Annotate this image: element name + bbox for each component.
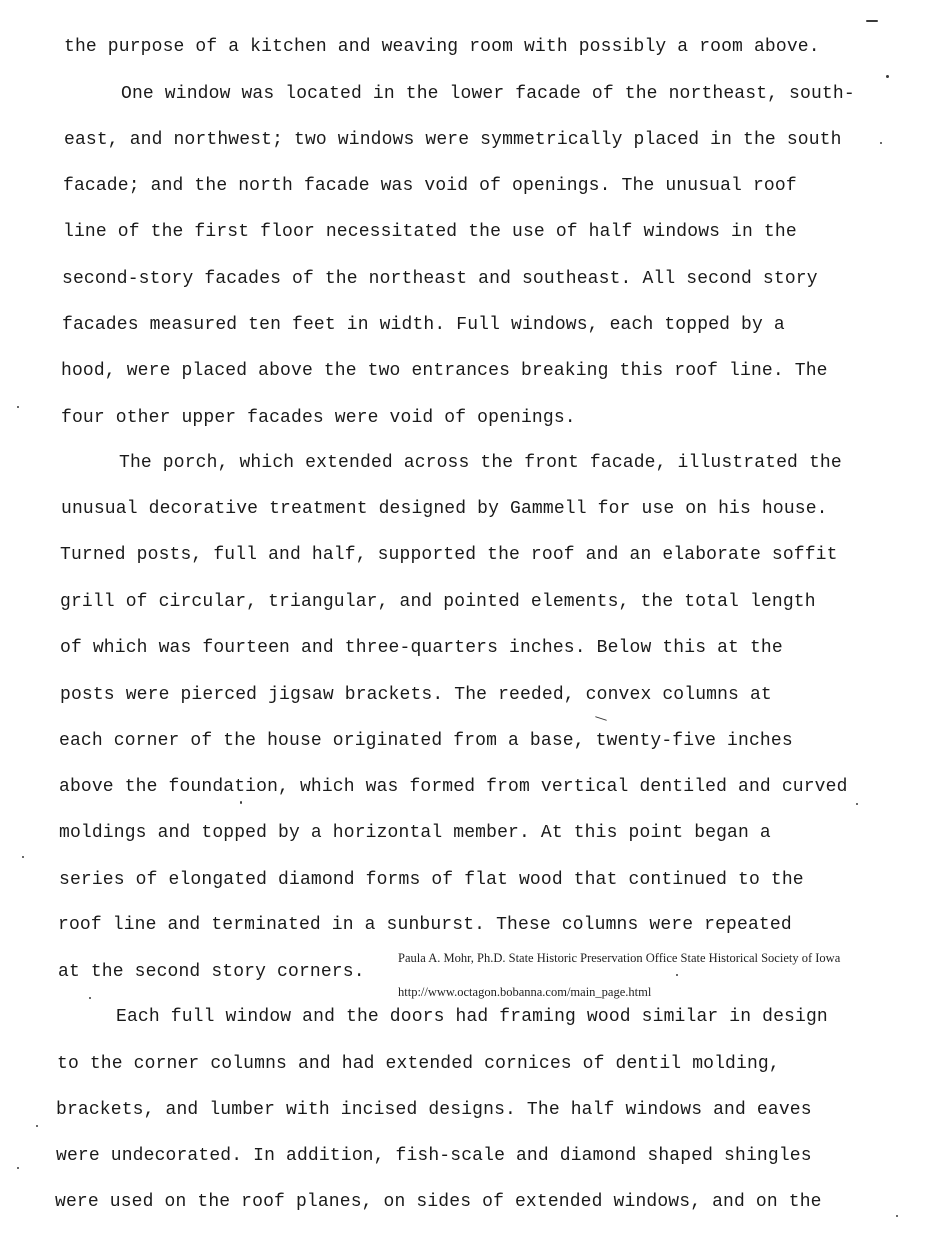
text-line: each corner of the house originated from a base, twenty-five inches [59, 731, 793, 751]
text-line: were used on the roof planes, on sides of extended windows, and on the [55, 1192, 822, 1212]
text-line: the purpose of a kitchen and weaving room with possibly a room above. [64, 37, 820, 57]
text-line: One window was located in the lower facade of the northeast, south- [121, 84, 855, 104]
text-line: were undecorated. In addition, fish-scale and diamond shaped shingles [56, 1146, 812, 1166]
text-line: facades measured ten feet in width. Full windows, each topped by a [62, 315, 785, 335]
text-line: facade; and the north facade was void of openings. The unusual roof [63, 176, 797, 196]
scan-speck [89, 997, 91, 999]
text-line: of which was fourteen and three-quarters inches. Below this at the [60, 638, 783, 658]
attribution-url[interactable]: http://www.octagon.bobanna.com/main_page.html [398, 985, 652, 999]
scan-speck [880, 142, 882, 144]
text-line: grill of circular, triangular, and pointed elements, the total length [60, 592, 816, 612]
text-line: unusual decorative treatment designed by Gammell for use on his house. [61, 499, 828, 519]
text-line: roof line and terminated in a sunburst. These columns were repeated [58, 915, 792, 935]
scan-speck [36, 1125, 38, 1127]
text-line: Each full window and the doors had framing wood similar in design [116, 1007, 828, 1027]
scan-speck [22, 856, 24, 858]
scan-speck [240, 801, 242, 804]
scan-speck [856, 803, 858, 805]
text-line: line of the first floor necessitated the use of half windows in the [63, 222, 797, 242]
scan-speck [896, 1215, 898, 1217]
scan-speck [17, 1167, 19, 1169]
text-line: Turned posts, full and half, supported the roof and an elaborate soffit [60, 545, 838, 565]
text-line: hood, were placed above the two entrances breaking this roof line. The [61, 361, 828, 381]
text-line: four other upper facades were void of openings. [61, 408, 576, 428]
text-line: brackets, and lumber with incised designs. The half windows and eaves [56, 1100, 812, 1120]
text-line: The porch, which extended across the front facade, illustrated the [119, 453, 842, 473]
scan-speck [17, 406, 19, 408]
text-line: moldings and topped by a horizontal member. At this point began a [59, 823, 771, 843]
text-line: to the corner columns and had extended cornices of dentil molding, [57, 1054, 780, 1074]
text-line: east, and northwest; two windows were symmetrically placed in the south [64, 130, 842, 150]
text-line: series of elongated diamond forms of flat wood that continued to the [59, 870, 804, 890]
text-line: at the second story corners. [58, 962, 365, 982]
text-line: posts were pierced jigsaw brackets. The reeded, convex columns at [60, 685, 772, 705]
scan-speck [866, 20, 878, 22]
scan-speck [595, 716, 607, 721]
attribution-credit: Paula A. Mohr, Ph.D. State Historic Preservation Office State Historical Society of Iowa [398, 951, 841, 965]
text-line: second-story facades of the northeast and southeast. All second story [62, 269, 818, 289]
scan-speck [886, 75, 889, 78]
text-line: above the foundation, which was formed from vertical dentiled and curved [59, 777, 848, 797]
scan-speck [676, 974, 678, 976]
